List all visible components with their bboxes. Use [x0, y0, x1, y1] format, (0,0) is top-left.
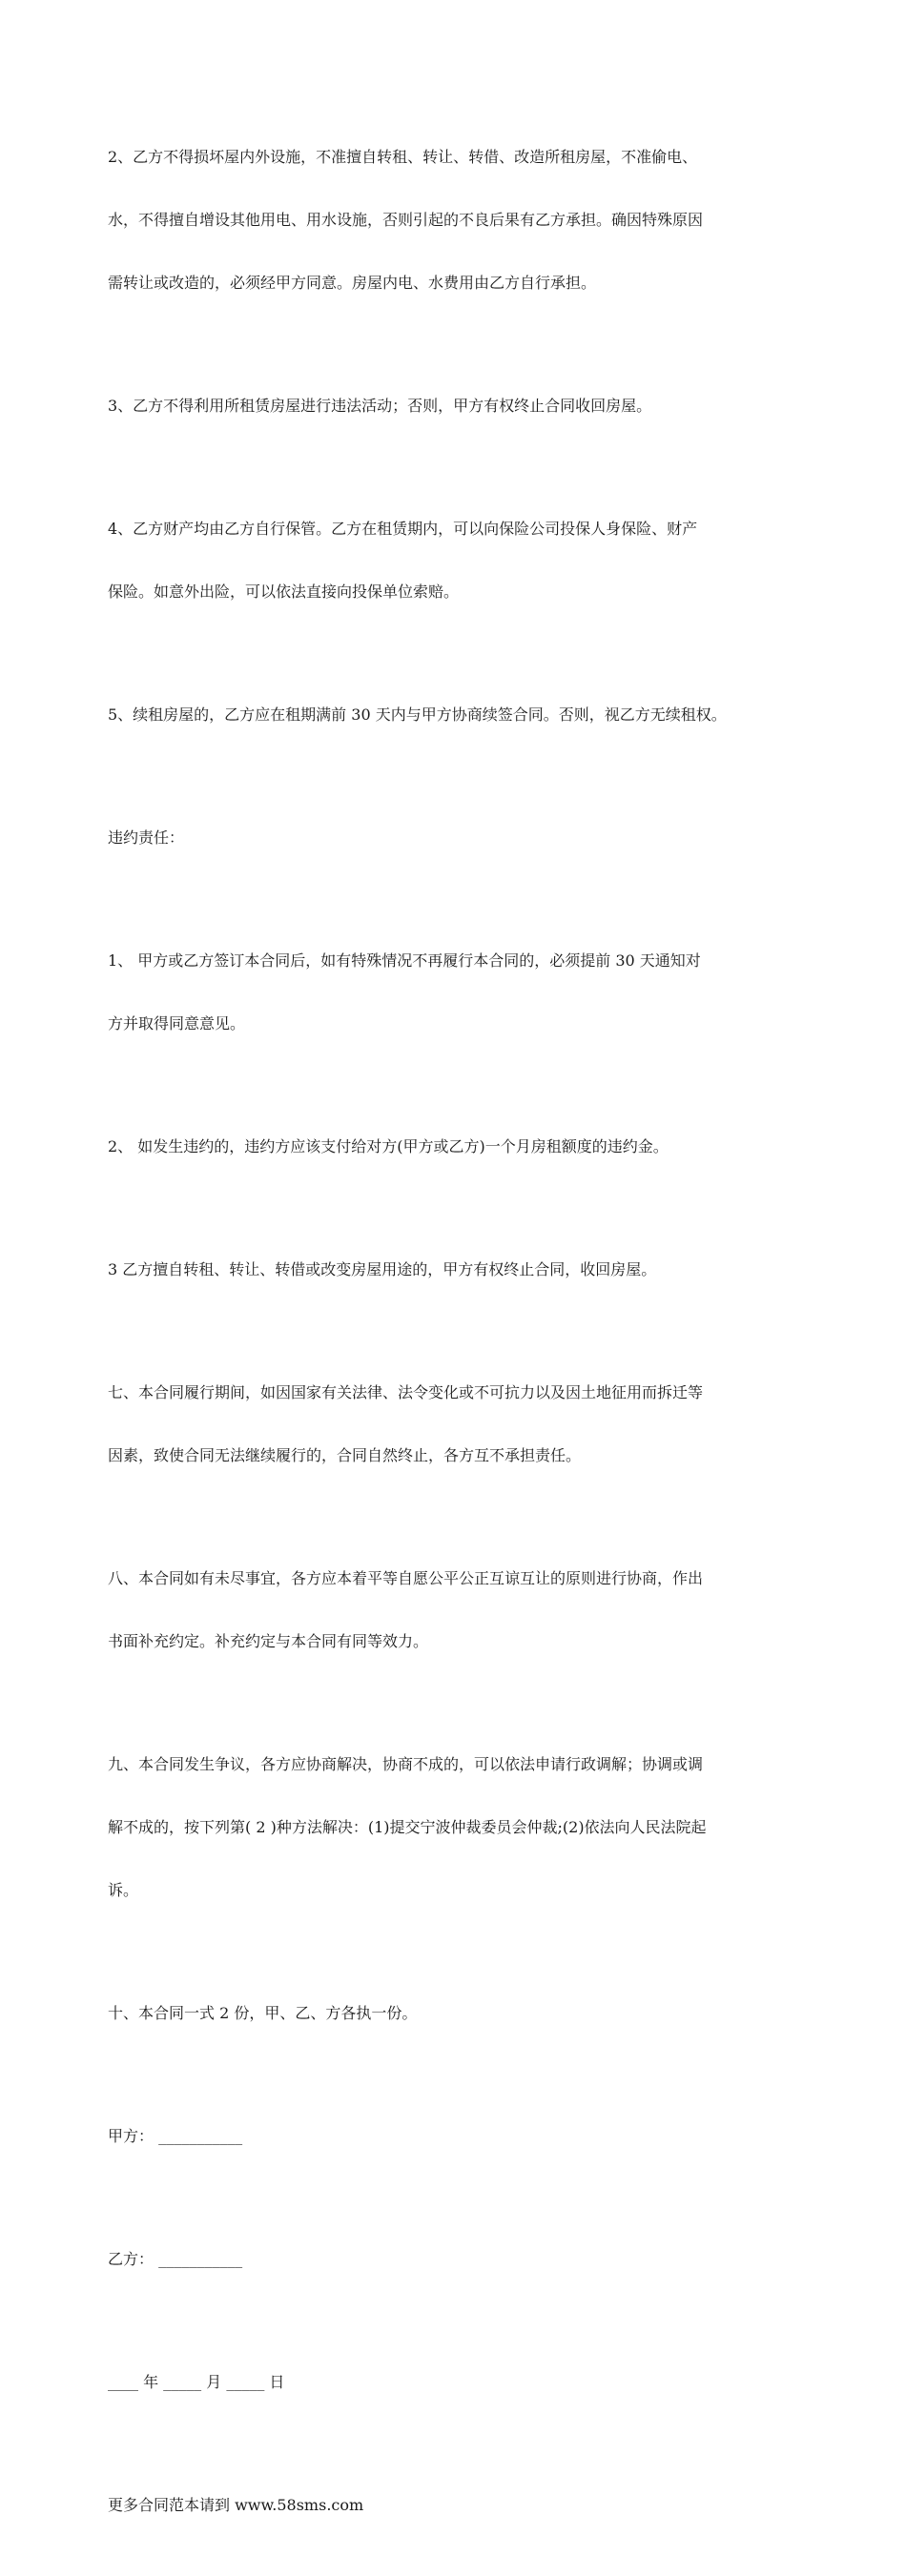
text-line: 4、乙方财产均由乙方自行保管。乙方在租赁期内，可以向保险公司投保人身保险、财产 — [108, 520, 698, 538]
text-line: 2、 如发生违约的，违约方应该支付给对方(甲方或乙方)一个月房租额度的违约金。 — [108, 1137, 669, 1155]
clause-5-renewal — [108, 663, 813, 767]
text-line: ____ 年 _____ 月 _____ 日 — [108, 2373, 285, 2391]
text-line: 九、本合同发生争议，各方应协商解决，协商不成的，可以依法申请行政调解；协调或调 — [108, 1755, 704, 1773]
text-line: 书面补充约定。补充约定与本合同有同等效力。 — [108, 1632, 429, 1650]
text-line: 水，不得擅自增设其他用电、用水设施，否则引起的不良后果有乙方承担。确因特殊原因 — [108, 211, 704, 229]
breach-clause-2 — [108, 1094, 813, 1199]
text-line: 因素，致使合同无法继续履行的，合同自然终止，各方互不承担责任。 — [108, 1446, 582, 1464]
text-line: 八、本合同如有未尽事宜，各方应本着平等自愿公平公正互谅互让的原则进行协商，作出 — [108, 1569, 704, 1587]
text-line: 需转让或改造的，必须经甲方同意。房屋内电、水费用由乙方自行承担。 — [108, 274, 597, 292]
text-line: 甲方： ___________ — [108, 2127, 243, 2145]
text-line: 更多合同范本请到 www.58sms.com — [108, 2496, 364, 2514]
text-line: 方并取得同意意见。 — [108, 1014, 246, 1032]
section-7-force-majeure — [108, 1340, 813, 1508]
text-line: 解不成的，按下列第( 2 )种方法解决：(1)提交宁波仲裁委员会仲裁;(2)依法向人民法院起 — [108, 1818, 707, 1836]
party-a-signature — [108, 2084, 813, 2189]
text-line: 3 乙方擅自转租、转让、转借或改变房屋用途的，甲方有权终止合同，收回房屋。 — [108, 1260, 657, 1278]
breach-clause-3 — [108, 1217, 813, 1322]
section-10-copies — [108, 1961, 813, 2066]
section-8-supplement — [108, 1526, 813, 1694]
party-b-signature — [108, 2207, 813, 2312]
footer-link-text — [108, 2453, 813, 2558]
signing-date — [108, 2330, 813, 2435]
text-line: 乙方： ___________ — [108, 2250, 243, 2268]
text-line: 七、本合同履行期间，如因国家有关法律、法令变化或不可抗力以及因土地征用而拆迁等 — [108, 1383, 704, 1401]
text-line: 5、续租房屋的，乙方应在租期满前 30 天内与甲方协商续签合同。否则，视乙方无续租权。 — [108, 705, 727, 724]
text-line: 诉。 — [108, 1881, 139, 1899]
clause-3-no-illegal-use — [108, 354, 813, 459]
clause-2-no-damage — [108, 105, 813, 336]
text-line: 违约责任： — [108, 828, 185, 847]
breach-clause-1 — [108, 909, 813, 1076]
text-line: 2、乙方不得损坏屋内外设施，不准擅自转租、转让、转借、改造所租房屋，不准偷电、 — [108, 148, 698, 166]
text-line: 1、 甲方或乙方签订本合同后，如有特殊情况不再履行本合同的，必须提前 30 天通知对 — [108, 951, 701, 970]
text-line: 3、乙方不得利用所租赁房屋进行违法活动；否则，甲方有权终止合同收回房屋。 — [108, 397, 652, 415]
text-line: 保险。如意外出险，可以依法直接向投保单位索赔。 — [108, 583, 460, 601]
section-9-dispute — [108, 1712, 813, 1943]
text-line: 十、本合同一式 2 份，甲、乙、方各执一份。 — [108, 2004, 418, 2022]
document-page — [108, 105, 813, 2576]
clause-4-property-insurance — [108, 477, 813, 644]
breach-heading — [108, 786, 813, 890]
